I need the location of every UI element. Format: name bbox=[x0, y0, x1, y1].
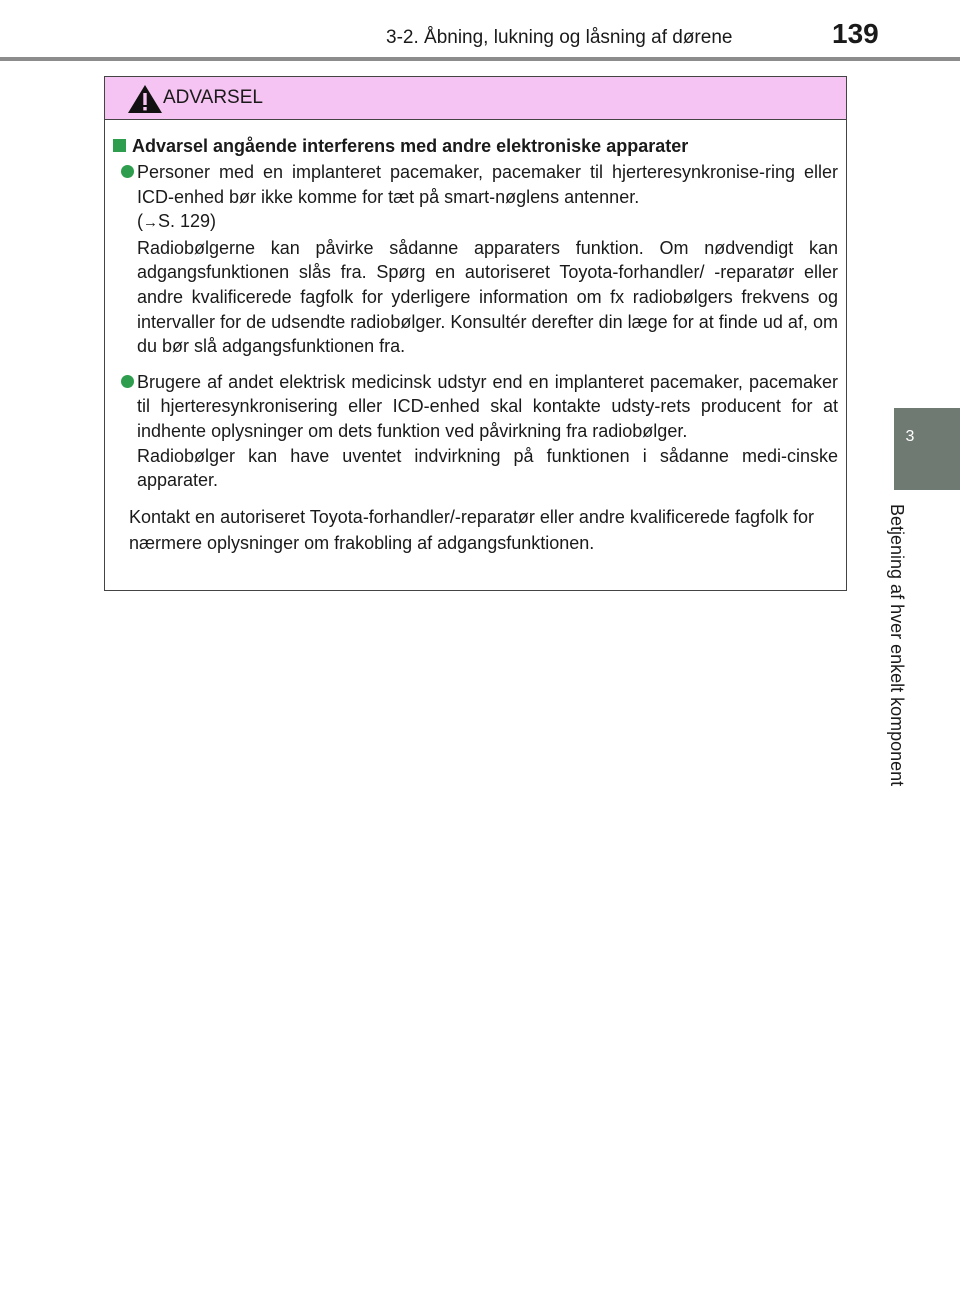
bullet-text: Radiobølger kan have uventet indvirkning på funktionen i sådanne medi-cinske apparater. bbox=[137, 445, 838, 491]
warning-header bbox=[105, 77, 846, 120]
section-heading-text: Advarsel angående interferens med andre elektroniske apparater bbox=[132, 136, 689, 156]
reference-open: ( bbox=[137, 211, 143, 232]
list-item bbox=[113, 160, 838, 359]
chapter-number: 3 bbox=[905, 428, 915, 445]
page-number: 139 bbox=[832, 18, 879, 49]
chapter-label-container bbox=[878, 504, 938, 818]
square-bullet-icon bbox=[113, 139, 126, 152]
warning-triangle-icon bbox=[127, 84, 163, 114]
bullet-text: Radiobølgerne kan påvirke sådanne apparaters funktion. Om nødvendigt kan adgangsfunktionen slås fra. Spørg en autoriseret Toyota-forhandler/ -reparatør eller andre kvalificerede fagfolk for yderligere information om fx radiobølgers frekvens og intervaller for de udsendte radiobølger. Konsultér derefter din læge for at finde ud af, om du bør slå adgangsfunktionen fra. bbox=[137, 237, 838, 357]
section-title: 3-2. Åbning, lukning og låsning af dørene bbox=[386, 27, 733, 48]
closing-text: Kontakt en autoriseret Toyota-forhandler/-reparatør eller andre kvalificerede fagfolk for nærmere oplysninger om frakobling af adgangsfunktionen. bbox=[129, 506, 815, 553]
bullet-text bbox=[137, 160, 838, 236]
section-heading bbox=[113, 134, 838, 158]
warning-label: ADVARSEL bbox=[163, 87, 263, 108]
round-bullet-icon bbox=[121, 375, 134, 388]
bullet-sentence: Personer med en implanteret pacemaker, pacemaker til hjerteresynkronise-ring eller ICD-enhed bør ikke komme for tæt på smart-nøglens antenner. bbox=[137, 162, 838, 207]
warning-box bbox=[104, 76, 847, 591]
warning-content bbox=[105, 120, 846, 556]
page-reference: S. 129) bbox=[158, 211, 217, 232]
bullet-text: Brugere af andet elektrisk medicinsk udstyr end en implanteret pacemaker, pacemaker til hjerteresynkronisering eller ICD-enhed skal kontakte udsty-rets producent for at indhente oplysninger om dets funktion ved påvirkning fra radiobølger. bbox=[137, 371, 838, 441]
round-bullet-icon bbox=[121, 165, 134, 178]
header-divider bbox=[0, 57, 960, 61]
chapter-tab bbox=[894, 408, 960, 490]
chapter-label: Betjening af hver enkelt komponent bbox=[887, 504, 907, 787]
arrow-right-icon: → bbox=[143, 214, 158, 232]
list-item bbox=[113, 370, 838, 493]
